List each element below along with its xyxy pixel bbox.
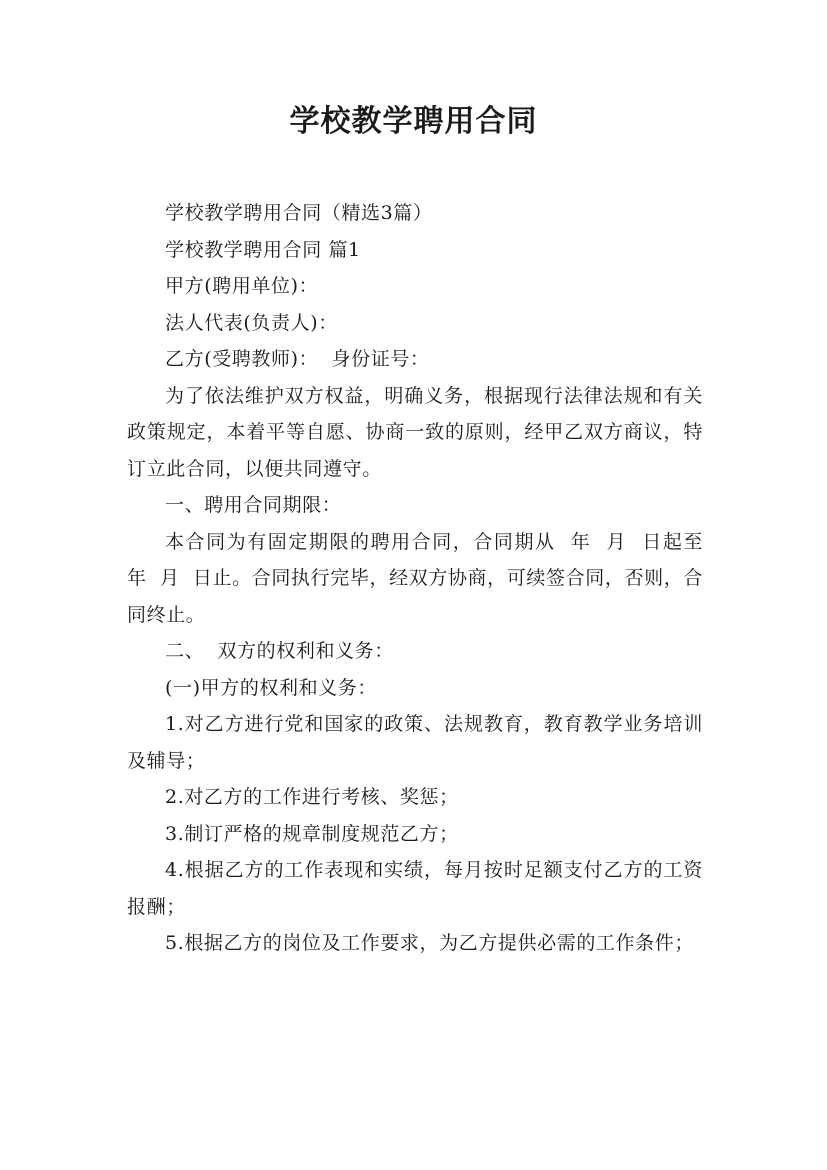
paragraph-party-a: 甲方(聘用单位)： xyxy=(165,275,319,297)
document-title: 学校教学聘用合同 xyxy=(289,104,538,139)
paragraph-item-3: 3.制订严格的规章制度规范乙方； xyxy=(165,822,459,845)
paragraph-section-heading: 学校教学聘用合同 篇1 xyxy=(165,238,361,261)
paragraph-item-4: 4.根据乙方的工作表现和实绩，每月按时足额支付乙方的工资报酬； xyxy=(127,859,703,918)
paragraph-party-b: 乙方(受聘教师)： 身份证号： xyxy=(165,348,430,370)
paragraph-item-1: 1.对乙方进行党和国家的政策、法规教育，教育教学业务培训及辅导； xyxy=(127,713,703,772)
paragraph-clause-2-heading: 二、 双方的权利和义务： xyxy=(165,640,394,662)
paragraph-subtitle: 学校教学聘用合同（精选3篇） xyxy=(165,202,433,224)
paragraph-item-5: 5.根据乙方的岗位及工作要求，为乙方提供必需的工作条件； xyxy=(165,932,694,954)
document-body xyxy=(127,195,717,962)
paragraph-party-a-rights-heading: (一)甲方的权利和义务： xyxy=(165,676,378,699)
paragraph-legal-representative: 法人代表(负责人)： xyxy=(165,311,338,334)
paragraph-contract-term: 本合同为有固定期限的聘用合同，合同期从 年 月 日起至 年 月 日止。合同执行完毕，经双方协商，可续签合同，否则，合同终止。 xyxy=(127,530,717,626)
paragraph-item-2: 2.对乙方的工作进行考核、奖惩； xyxy=(165,786,459,808)
paragraph-clause-1-heading: 一、聘用合同期限： xyxy=(165,494,342,516)
paragraph-preamble: 为了依法维护双方权益，明确义务，根据现行法律法规和有关政策规定，本着平等自愿、协商一致的原则，经甲乙双方商议，特订立此合同，以便共同遵守。 xyxy=(127,384,703,480)
